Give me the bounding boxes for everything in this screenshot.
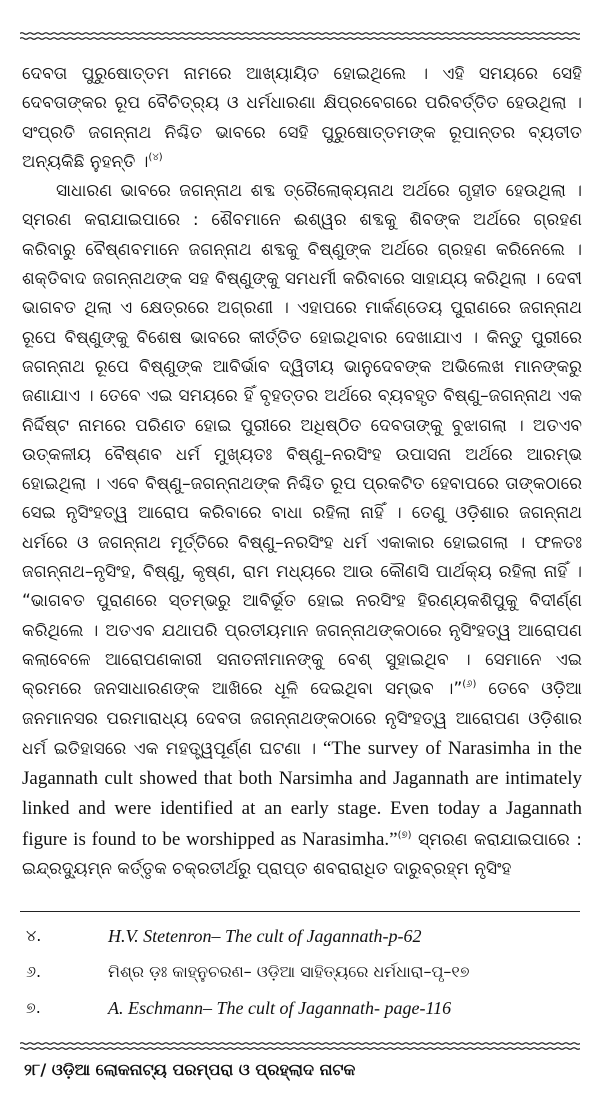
footnote-separator xyxy=(20,911,580,912)
paragraph-2 xyxy=(22,177,582,884)
footnote-number: ୬. xyxy=(26,962,42,981)
footnote-text: ମିଶ୍ର ଡ଼ଃ କାହ୍ନୁଚରଣ– ଓଡ଼ିଆ ସାହିତ୍ୟରେ ଧର୍ମଧାରା–ପୃ–୧୭ xyxy=(108,962,470,981)
paragraph-1 xyxy=(22,60,582,177)
paragraph-2-text-c: ସ୍ମରଣ କରାଯାଇପାରେ : ଇନ୍ଦ୍ରଦ୍ୟୁମ୍ନ କର୍ତ୍ତୃକ ଚକ୍ରତୀର୍ଥରୁ ପ୍ରାପ୍ତ ଶବରାରାଧିତ ଦାରୁବ୍ରହ୍ମ ନୃସିଂହ xyxy=(22,829,582,880)
footnote-number: ୭. xyxy=(26,998,41,1017)
footnote-text: H.V. Stetenron– The cult of Jagannath-p-62 xyxy=(108,925,422,946)
paragraph-2-text-a: ସାଧାରଣ ଭାବରେ ଜଗନ୍ନାଥ ଶବ୍ଦ ତ୍ରୈଲୋକ୍ୟନାଥ ଅର୍ଥରେ ଗୃହୀତ ହେଉଥିଲା । ସ୍ମରଣ କରାଯାଇପାରେ : ଶୈବମାନେ ଈଶ୍ୱର ଶବ୍ଦକୁ ଶିବଙ୍କ ଅର୍ଥରେ ଗ୍ରହଣ କରିବାରୁ ବୈଷ୍ଣବମାନେ ଜଗନ୍ନାଥ ଶବ୍ଦକୁ ବିଷ୍ଣୁଙ୍କ ଅର୍ଥରେ ଗ୍ରହଣ କରିନେଲେ । ଶକ୍ତିବାଦ ଜଗନ୍ନାଥଙ୍କ ସହ ବିଷ୍ଣୁଙ୍କୁ ସମଧର୍ମୀ କରିବାରେ ସାହାଯ୍ୟ କରିଥିଲା । ଦେବୀ ଭାଗବତ ଥିଲା ଏ କ୍ଷେତ୍ରରେ ଅଗ୍ରଣୀ । ଏହାପରେ ମାର୍କଣ୍ଡେୟ ପୁରାଣରେ ଜଗନ୍ନାଥ ରୂପେ ବିଷ୍ଣୁଙ୍କୁ ବିଶେଷ ଭାବରେ କୀର୍ତ୍ତିତ ହୋଇଥିବାର ଦେଖାଯାଏ । କିନ୍ତୁ ପୁରୀରେ ଜଗନ୍ନାଥ ରୂପେ ବିଷ୍ଣୁଙ୍କ ଆବିର୍ଭାବ ଦ୍ୱିତୀୟ ଭାନୁଦେବଙ୍କ ଅଭିଲେଖ ମାନଙ୍କରୁ ଜଣାଯାଏ । ତେବେ ଏଇ ସମୟରେ ହିଁ ବୃହତ୍ତର ଅର୍ଥରେ ବ୍ୟବହୃତ ବିଷ୍ଣୁ–ଜଗନ୍ନାଥ ଏକ ନିର୍ଦ୍ଦିଷ୍ଟ ନାମରେ ପରିଣତ ହୋଇ ପୁରୀରେ ଅଧିଷ୍ଠିତ ଦେବତାଙ୍କୁ ବୁଝାଗଲା । ଅତଏବ ଉତ୍କଳୀୟ ବୈଷ୍ଣବ ଧର୍ମ ମୁଖ୍ୟତଃ ବିଷ୍ଣୁ–ନରସିଂହ ଉପାସନା ଅର୍ଥରେ ଆରମ୍ଭ ହୋଇଥିଲା । ଏବେ ବିଷ୍ଣୁ–ଜଗନ୍ନାଥଙ୍କ ନିଶ୍ଚିତ ରୂପ ପ୍ରକଟିତ ହେବାପରେ ତାଙ୍କଠାରେ ସେଇ ନୃସିଂହତ୍ୱ ଆରୋପ କରିବାରେ ବାଧା ରହିଲା ନାହିଁ । ତେଣୁ ଓଡ଼ିଶାର ଜଗନ୍ନାଥ ଧର୍ମରେ ଓ ଜଗନ୍ନାଥ ମୂର୍ତ୍ତିରେ ବିଷ୍ଣୁ–ନରସିଂହ ଧର୍ମ ଏକାକାର ହୋଇଗଲା । ଫଳତଃ ଜଗନ୍ନାଥ–ନୃସିଂହ, ବିଷ୍ଣୁ, କୃଷ୍ଣ, ରାମ ମଧ୍ୟରେ ଆଉ କୌଣସି ପାର୍ଥକ୍ୟ ରହିଲା ନାହିଁ । “ଭାଗବତ ପୁରାଣରେ ସ୍ତମ୍ଭରୁ ଆବିର୍ଭୂତ ହୋଇ ନରସିଂହ ହିରଣ୍ୟକଶିପୁକୁ ବିଦୀର୍ଣ୍ଣ କରିଥିଲେ । ଅତଏବ ଯଥାପରି ପ୍ରତୀୟମାନ ଜଗନ୍ନାଥଙ୍କଠାରେ ନୃସିଂହତ୍ୱ ଆରୋପଣ କଲାବେଳେ ଆରୋପଣକାରୀ ସନାତନୀମାନଙ୍କୁ ବେଶ୍ ସୁହାଇଥିବ । ସେମାନେ ଏଇ କ୍ରମରେ ଜନସାଧାରଣଙ୍କ ଆଖିରେ ଧୂଳି ଦେଇଥିବା ସମ୍ଭବ ।” xyxy=(22,181,582,700)
footnote-item xyxy=(22,990,582,1026)
paragraph-2-text-b: ତେବେ ଓଡ଼ିଆ ଜନମାନସର ପରମାରାଧ୍ୟ ଦେବତା ଜଗନ୍ନାଥଙ୍କଠାରେ ନୃସିଂହତ୍ୱ ଆରୋପଣ ଓଡ଼ିଶାର ଧର୍ମ ଇତିହାସରେ ଏକ ମହତ୍ତ୍ୱପୂର୍ଣ୍ଣ ଘଟଣା । xyxy=(22,679,582,759)
footnote-number: ୪. xyxy=(26,926,42,945)
footnote-ref-6: (୬) xyxy=(462,679,477,691)
footnote-item xyxy=(22,954,582,990)
footnote-text: A. Eschmann– The cult of Jagannath- page-116 xyxy=(108,997,452,1018)
footnotes xyxy=(22,918,582,1026)
running-footer: ୨୮/ ଓଡ଼ିଆ ଲୋକନାଟ୍ୟ ପରମ୍ପରା ଓ ପ୍ରହ୍ଲାଦ ନାଟକ xyxy=(24,1060,356,1079)
top-ornamental-rule xyxy=(20,30,580,42)
bottom-ornamental-rule xyxy=(20,1040,580,1052)
footnote-ref-7: (୭) xyxy=(397,829,412,841)
body-text xyxy=(22,60,582,884)
english-quotation: “The survey of Narasimha in the Jagannath cult showed that both Narsimha and Jagannath are intimately linked and were identified at an early stage. Even today a Jagannath figure is found to be worshipped as Narasimha.” xyxy=(22,737,582,850)
paragraph-1-text: ଦେବତା ପୁରୁଷୋତ୍ତମ ନାମରେ ଆଖ୍ୟାୟିତ ହୋଇଥିଲେ । ଏହି ସମୟରେ ସେହି ଦେବତାଙ୍କର ରୂପ ବୈଚିତ୍ର୍ୟ ଓ ଧର୍ମଧାରଣା କ୍ଷିପ୍ରବେଗରେ ପରିବର୍ତ୍ତିତ ହେଉଥିଲା । ସଂପ୍ରତି ଜଗନ୍ନାଥ ନିଶ୍ଚିତ ଭାବରେ ସେହି ପୁରୁଷୋତ୍ତମଙ୍କ ରୂପାନ୍ତର ବ୍ୟତୀତ ଅନ୍ୟକିଛି ନୁହନ୍ତି । xyxy=(22,64,582,172)
footnote-item xyxy=(22,918,582,954)
footnote-ref-4: (୪) xyxy=(148,151,163,163)
